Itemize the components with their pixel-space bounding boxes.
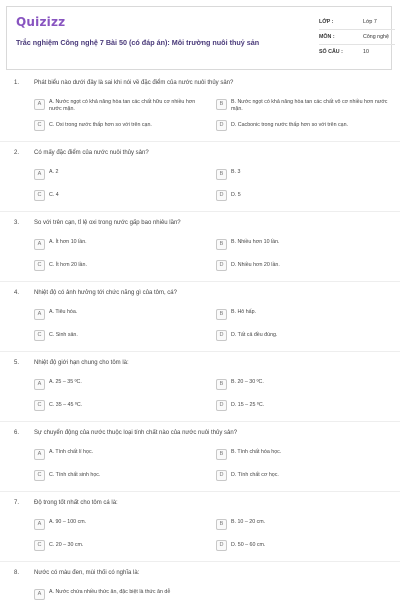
option-text: B. 20 – 30 ºC. bbox=[231, 379, 264, 385]
option-letter: A bbox=[34, 519, 45, 530]
option-b[interactable] bbox=[216, 447, 392, 462]
option-a[interactable] bbox=[34, 517, 210, 532]
option-letter: D bbox=[216, 470, 227, 481]
option-text: D. Cacbonic trong nước thấp hơn so với trên cạn. bbox=[231, 122, 349, 128]
meta-label: SỐ CÂU : bbox=[319, 49, 343, 55]
option-a[interactable] bbox=[34, 167, 210, 182]
option-b[interactable] bbox=[216, 307, 392, 322]
option-letter: D bbox=[216, 540, 227, 551]
question-text: So với trên cạn, tỉ lệ oxi trong nước gấp bao nhiêu lần? bbox=[34, 220, 181, 226]
option-c[interactable] bbox=[34, 468, 210, 483]
question-text: Phát biểu nào dưới đây là sai khi nói về đặc điểm của nước nuôi thủy sản? bbox=[34, 80, 234, 86]
question-number: 5. bbox=[14, 360, 20, 366]
option-letter: C bbox=[34, 470, 45, 481]
option-text: B. Nước ngọt có khả năng hòa tan các chất vô cơ nhiều hơn nước mặn. bbox=[231, 99, 388, 112]
option-letter: C bbox=[34, 540, 45, 551]
option-text: C. 20 – 30 cm. bbox=[49, 542, 84, 548]
option-letter: D bbox=[216, 330, 227, 341]
option-a[interactable] bbox=[34, 447, 210, 462]
option-text: A. 2 bbox=[49, 169, 59, 175]
option-text: D. Nhiều hơn 20 lần. bbox=[231, 262, 280, 268]
option-letter: A bbox=[34, 239, 45, 250]
question-item bbox=[0, 142, 400, 212]
option-text: C. Oxi trong nước thấp hơn so với trên cạn. bbox=[49, 122, 152, 128]
option-text: A. 90 – 100 cm. bbox=[49, 519, 87, 525]
option-d[interactable] bbox=[216, 118, 392, 133]
meta-row-class bbox=[319, 15, 395, 30]
question-item bbox=[0, 212, 400, 282]
question-text: Nhiệt độ giới hạn chung cho tôm là: bbox=[34, 360, 129, 366]
option-letter: A bbox=[34, 589, 45, 600]
option-letter: C bbox=[34, 260, 45, 271]
option-text: B. Tính chất hóa học. bbox=[231, 449, 282, 455]
option-text: C. Ít hơn 20 lần. bbox=[49, 262, 87, 268]
option-a[interactable] bbox=[34, 587, 210, 600]
option-text: C. 4 bbox=[49, 192, 59, 198]
question-item bbox=[0, 562, 400, 600]
option-text: C. Tính chất sinh học. bbox=[49, 472, 101, 478]
question-text: Độ trong tốt nhất cho tôm cá là: bbox=[34, 500, 118, 506]
question-number: 6. bbox=[14, 430, 20, 436]
option-letter: A bbox=[34, 379, 45, 390]
option-letter: B bbox=[216, 519, 227, 530]
option-a[interactable] bbox=[34, 97, 210, 112]
option-letter: A bbox=[34, 449, 45, 460]
question-item bbox=[0, 492, 400, 562]
option-text: B. Nhiều hơn 10 lần. bbox=[231, 239, 280, 245]
option-text: B. Hô hấp. bbox=[231, 309, 257, 315]
option-letter: C bbox=[34, 400, 45, 411]
option-letter: B bbox=[216, 449, 227, 460]
option-c[interactable] bbox=[34, 258, 210, 273]
option-b[interactable] bbox=[216, 517, 392, 532]
meta-value: Công nghệ bbox=[363, 34, 389, 40]
option-letter: B bbox=[216, 379, 227, 390]
option-d[interactable] bbox=[216, 538, 392, 553]
option-text: B. 10 – 20 cm. bbox=[231, 519, 266, 525]
option-letter: D bbox=[216, 400, 227, 411]
quiz-header bbox=[6, 6, 392, 70]
option-letter: D bbox=[216, 260, 227, 271]
option-d[interactable] bbox=[216, 328, 392, 343]
question-number: 7. bbox=[14, 500, 20, 506]
option-letter: B bbox=[216, 99, 227, 110]
option-text: C. 35 – 45 ºC. bbox=[49, 402, 83, 408]
option-text: A. Nước ngọt có khả năng hòa tan các chất hữu cơ nhiều hơn nước mặn. bbox=[49, 99, 196, 112]
quiz-meta-table bbox=[319, 15, 395, 60]
option-a[interactable] bbox=[34, 307, 210, 322]
meta-value: 10 bbox=[363, 49, 369, 55]
option-letter: C bbox=[34, 120, 45, 131]
option-text: D. 15 – 25 ºC. bbox=[231, 402, 265, 408]
option-letter: C bbox=[34, 190, 45, 201]
option-b[interactable] bbox=[216, 237, 392, 252]
question-item bbox=[0, 422, 400, 492]
page-title: Trắc nghiệm Công nghệ 7 Bài 50 (có đáp án): Môi trường nuôi thuỷ sản bbox=[16, 38, 260, 47]
option-text: D. Tất cả đều đúng. bbox=[231, 332, 278, 338]
question-number: 2. bbox=[14, 150, 20, 156]
option-letter: B bbox=[216, 169, 227, 180]
question-item bbox=[0, 72, 400, 142]
question-text: Có mấy đặc điểm của nước nuôi thủy sản? bbox=[34, 150, 149, 156]
option-letter: D bbox=[216, 120, 227, 131]
option-text: B. 3 bbox=[231, 169, 241, 175]
option-c[interactable] bbox=[34, 398, 210, 413]
option-text: A. Ít hơn 10 lần. bbox=[49, 239, 87, 245]
option-letter: C bbox=[34, 330, 45, 341]
question-item bbox=[0, 352, 400, 422]
option-b[interactable] bbox=[216, 167, 392, 182]
option-text: D. Tính chất cơ học. bbox=[231, 472, 279, 478]
option-letter: A bbox=[34, 169, 45, 180]
quizizz-logo: Quizizz bbox=[16, 15, 66, 29]
option-d[interactable] bbox=[216, 258, 392, 273]
option-b[interactable] bbox=[216, 377, 392, 392]
option-text: A. Tiêu hóa. bbox=[49, 309, 78, 315]
option-c[interactable] bbox=[34, 188, 210, 203]
option-c[interactable] bbox=[34, 538, 210, 553]
meta-label: MÔN : bbox=[319, 34, 335, 40]
question-number: 3. bbox=[14, 220, 20, 226]
option-text: A. Tính chất lí học. bbox=[49, 449, 94, 455]
option-text: A. 25 – 35 ºC. bbox=[49, 379, 82, 385]
option-text: A. Nước chứa nhiều thức ăn, đặc biệt là thức ăn dễ bbox=[49, 589, 171, 595]
option-d[interactable] bbox=[216, 188, 392, 203]
option-letter: B bbox=[216, 309, 227, 320]
option-d[interactable] bbox=[216, 468, 392, 483]
question-text: Nhiệt độ có ảnh hưởng tới chức năng gì của tôm, cá? bbox=[34, 290, 177, 296]
option-letter: A bbox=[34, 99, 45, 110]
question-number: 1. bbox=[14, 80, 20, 86]
option-c[interactable] bbox=[34, 118, 210, 133]
meta-row-question-count bbox=[319, 45, 395, 60]
meta-row-subject bbox=[319, 30, 395, 45]
option-letter: A bbox=[34, 309, 45, 320]
option-b[interactable] bbox=[216, 97, 392, 112]
option-letter: B bbox=[216, 239, 227, 250]
option-text: D. 50 – 60 cm. bbox=[231, 542, 266, 548]
question-item bbox=[0, 282, 400, 352]
question-number: 4. bbox=[14, 290, 20, 296]
question-text: Sự chuyển động của nước thuộc loại tính chất nào của nước nuôi thủy sản? bbox=[34, 430, 238, 436]
option-text: D. 5 bbox=[231, 192, 241, 198]
meta-value: Lớp 7 bbox=[363, 19, 377, 25]
question-number: 8. bbox=[14, 570, 20, 576]
question-text: Nước có màu đen, mùi thối có nghĩa là: bbox=[34, 570, 140, 576]
option-d[interactable] bbox=[216, 398, 392, 413]
option-c[interactable] bbox=[34, 328, 210, 343]
meta-label: LỚP : bbox=[319, 19, 334, 25]
option-a[interactable] bbox=[34, 377, 210, 392]
option-letter: D bbox=[216, 190, 227, 201]
option-text: C. Sinh sản. bbox=[49, 332, 78, 338]
option-a[interactable] bbox=[34, 237, 210, 252]
